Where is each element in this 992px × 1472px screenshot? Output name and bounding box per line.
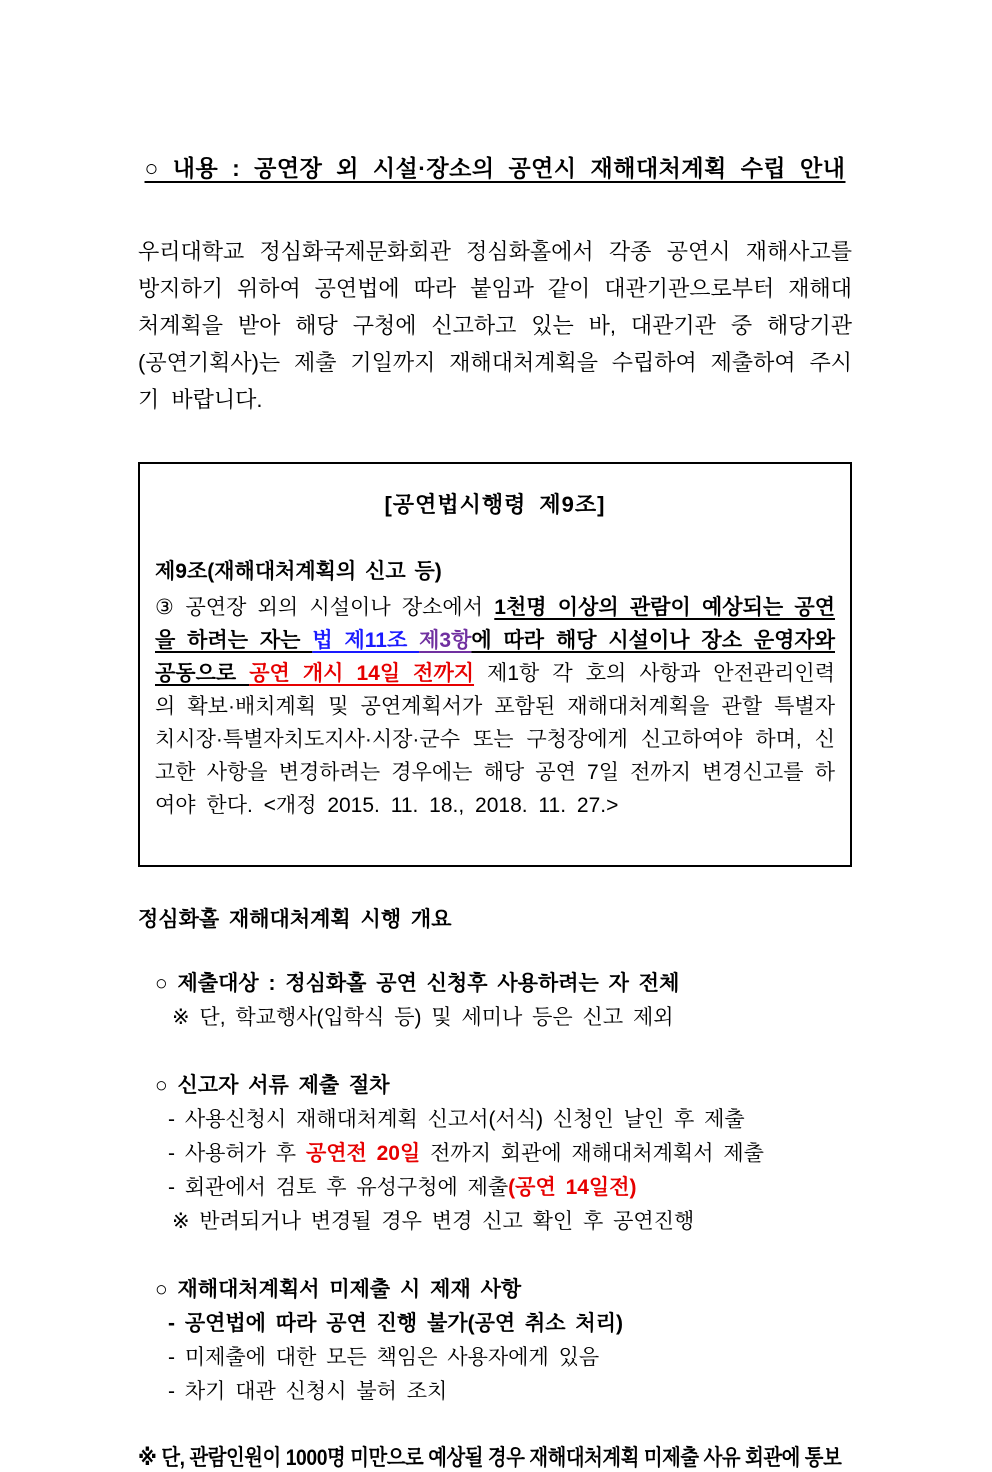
overview-heading: 정심화홀 재해대처계획 시행 개요 — [138, 908, 452, 931]
procedure-item-2-pre: - 사용허가 후 — [168, 1142, 306, 1165]
section-submission — [138, 967, 852, 1035]
sanctions-item-1: - 공연법에 따라 공연 진행 불가(공연 취소 처리) — [168, 1312, 623, 1335]
section-procedure — [138, 1069, 852, 1239]
law-seg-deadline-14days: 공연 개시 14일 전까지 — [249, 662, 475, 685]
procedure-item-3 — [138, 1171, 852, 1205]
law-article-heading: 제9조(재해대처계획의 신고 등) — [155, 560, 442, 583]
footer-note-text: ※ 단, 관람인원이 1000명 미만으로 예상될 경우 재해대처계획 미제출 사유 회관에 통보 — [138, 1445, 842, 1470]
submission-title: ○ 제출대상 : 정심화홀 공연 신청후 사용하려는 자 전체 — [155, 972, 680, 995]
law-seg-remainder: 제1항 각 호의 사항과 안전관리인력의 확보·배치계획 및 공연계획서가 포함된 재해대처계획을 관할 특별자치시장·특별자치도지사·시장·군수 또는 구청장에게 신고하여야 하며, 신고한 사항을 변경하려는 경우에는 해당 공연 7일 전까지 변경신고를 하여야 한다. <개정 2015. 11. 18., 2018. 11. 27.> — [155, 662, 835, 817]
law-box — [138, 462, 852, 867]
section-sanctions — [138, 1273, 852, 1409]
law-box-title: [공연법시행령 제9조] — [384, 492, 606, 517]
procedure-item-3-pre: - 회관에서 검토 후 유성구청에 제출 — [168, 1176, 509, 1199]
procedure-item-3-deadline: (공연 14일전) — [508, 1176, 637, 1199]
procedure-title: ○ 신고자 서류 제출 절차 — [155, 1074, 390, 1097]
submission-note: ※ 단, 학교행사(입학식 등) 및 세미나 등은 신고 제외 — [172, 1006, 674, 1029]
law-seg-audience-threshold: 1천명 이상의 관람이 예상되는 공연을 하려는 자는 — [155, 596, 835, 652]
procedure-item-2-post: 전까지 회관에 재해대처계획서 제출 — [420, 1142, 764, 1165]
procedure-note: ※ 반려되거나 변경될 경우 변경 신고 확인 후 공연진행 — [172, 1210, 695, 1233]
document-title: ○ 내용 : 공연장 외 시설·장소의 공연시 재해대처계획 수립 안내 — [144, 155, 846, 181]
procedure-item-2 — [138, 1137, 852, 1171]
law-seg-article11-link: 법 제11조 — [312, 629, 420, 652]
sanctions-item-2: - 미제출에 대한 모든 책임은 사용자에게 있음 — [168, 1346, 600, 1369]
law-seg-intro: ③ 공연장 외의 시설이나 장소에서 — [155, 596, 495, 619]
footer-note — [138, 1441, 852, 1472]
sanctions-title: ○ 재해대처계획서 미제출 시 제재 사항 — [155, 1278, 522, 1301]
intro-paragraph: 우리대학교 정심화국제문화회관 정심화홀에서 각종 공연시 재해사고를 방지하기 위하여 공연법에 따라 붙임과 같이 대관기관으로부터 재해대처계획을 받아 해당 구청에 신고하고 있는 바, 대관기관 중 해당기관(공연기획사)는 제출 기일까지 재해대처계획을 수립하여 제출하여 주시기 바랍니다. — [138, 239, 852, 412]
law-article-body — [155, 591, 835, 822]
law-seg-joint-operator: 에 따라 해당 시설이나 장소 운영자와 공동으로 — [155, 629, 835, 685]
procedure-item-1: - 사용신청시 재해대처계획 신고서(서식) 신청인 날인 후 제출 — [168, 1108, 745, 1131]
procedure-item-2-deadline: 공연전 20일 — [305, 1142, 421, 1165]
sanctions-item-3: - 차기 대관 신청시 불허 조치 — [168, 1380, 448, 1403]
law-seg-clause3-link: 제3항 — [419, 629, 472, 652]
